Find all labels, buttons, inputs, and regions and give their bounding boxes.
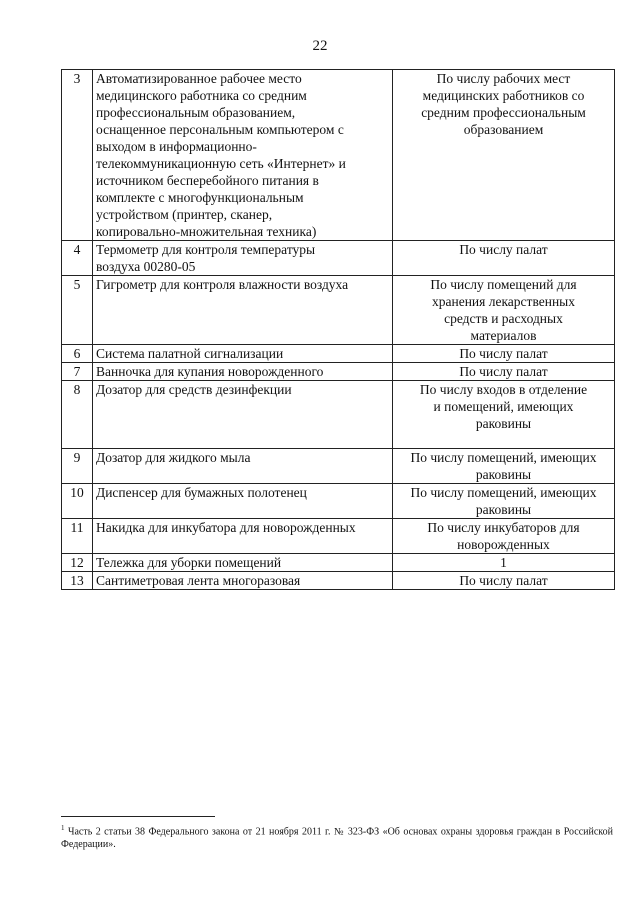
row-number: 12 [62, 554, 93, 572]
equipment-name-line: Термометр для контроля температуры [96, 242, 316, 257]
equipment-name-line: Диспенсер для бумажных полотенец [96, 485, 307, 500]
equipment-quantity [393, 381, 615, 449]
equipment-quantity-line: материалов [470, 328, 537, 343]
equipment-quantity [393, 484, 615, 519]
equipment-quantity-line: медицинских работников со [422, 88, 585, 103]
equipment-name-line: Ванночка для купания новорожденного [96, 364, 324, 379]
equipment-quantity-line: По числу палат [459, 242, 548, 257]
equipment-name-line: Дозатор для жидкого мыла [96, 450, 251, 465]
equipment-quantity-line: новорожденных [457, 537, 550, 552]
table-row [62, 276, 615, 345]
row-number: 8 [62, 381, 93, 449]
equipment-quantity-line: и помещений, имеющих [433, 399, 574, 414]
equipment-name-line: Накидка для инкубатора для новорожденных [96, 520, 356, 535]
row-number: 13 [62, 572, 93, 590]
equipment-name-line: источником бесперебойного питания в [96, 173, 319, 188]
table-row [62, 449, 615, 484]
table-row [62, 345, 615, 363]
equipment-quantity-line: средним профессиональным [421, 105, 586, 120]
equipment-name [93, 449, 393, 484]
equipment-name [93, 363, 393, 381]
equipment-quantity [393, 276, 615, 345]
table-row [62, 363, 615, 381]
equipment-quantity-line: По числу входов в отделение [419, 382, 588, 397]
row-number: 6 [62, 345, 93, 363]
equipment-quantity-line: По числу рабочих мест [436, 71, 571, 86]
row-number: 10 [62, 484, 93, 519]
row-number: 4 [62, 241, 93, 276]
footnote-text: Часть 2 статьи 38 Федерального закона от 21 ноября 2011 г. № 323-ФЗ «Об основах охраны здоровья граждан в Российской Федерации». [61, 826, 613, 851]
equipment-quantity-line: По числу палат [459, 346, 548, 361]
table-row [62, 554, 615, 572]
equipment-quantity [393, 241, 615, 276]
equipment-name [93, 276, 393, 345]
equipment-quantity [393, 572, 615, 590]
row-number: 7 [62, 363, 93, 381]
footnote [61, 822, 613, 851]
equipment-name-line: медицинского работника со средним [96, 88, 307, 103]
equipment-name-line: Автоматизированное рабочее место [96, 71, 302, 86]
equipment-table [61, 69, 615, 590]
equipment-name-line: Тележка для уборки помещений [96, 555, 282, 570]
equipment-name-line: Дозатор для средств дезинфекции [96, 382, 292, 397]
equipment-name [93, 345, 393, 363]
row-number: 11 [62, 519, 93, 554]
equipment-quantity-line: хранения лекарственных [431, 294, 575, 309]
equipment-quantity [393, 345, 615, 363]
equipment-quantity [393, 363, 615, 381]
equipment-quantity-line: средств и расходных [444, 311, 563, 326]
equipment-quantity-line: По числу помещений для [430, 277, 577, 292]
equipment-quantity-line: образованием [463, 122, 544, 137]
equipment-name-line: Гигрометр для контроля влажности воздуха [96, 277, 349, 292]
row-number: 3 [62, 70, 93, 241]
equipment-name-line: телекоммуникационную сеть «Интернет» и [96, 156, 346, 171]
equipment-name-line: копировально-множительная техника) [96, 224, 317, 239]
equipment-quantity-line: По числу помещений, имеющих [410, 485, 597, 500]
equipment-quantity-line: По числу инкубаторов для [427, 520, 580, 535]
page-number: 22 [312, 38, 328, 54]
equipment-quantity-line: раковины [475, 467, 532, 482]
row-number: 5 [62, 276, 93, 345]
equipment-name [93, 381, 393, 449]
equipment-name-line: Система палатной сигнализации [96, 346, 284, 361]
table-row [62, 519, 615, 554]
equipment-quantity [393, 519, 615, 554]
equipment-name [93, 554, 393, 572]
equipment-name [93, 484, 393, 519]
equipment-name-line: комплекте с многофункциональным [96, 190, 304, 205]
row-number: 9 [62, 449, 93, 484]
equipment-name [93, 241, 393, 276]
equipment-table-body [62, 70, 615, 590]
table-row [62, 381, 615, 449]
equipment-quantity-line: По числу палат [459, 364, 548, 379]
table-row [62, 70, 615, 241]
equipment-quantity [393, 449, 615, 484]
table-row [62, 484, 615, 519]
equipment-name [93, 70, 393, 241]
equipment-name-line: выходом в информационно- [96, 139, 257, 154]
equipment-quantity-line: 1 [500, 555, 507, 570]
equipment-quantity-line: По числу палат [459, 573, 548, 588]
equipment-name-line: профессиональным образованием, [96, 105, 296, 120]
table-row [62, 241, 615, 276]
table-row [62, 572, 615, 590]
equipment-name-line: устройством (принтер, сканер, [96, 207, 273, 222]
equipment-quantity [393, 70, 615, 241]
equipment-name-line: воздуха 00280-05 [96, 259, 196, 274]
footnote-divider [61, 816, 215, 817]
equipment-quantity-line: По числу помещений, имеющих [410, 450, 597, 465]
footnote-mark: 1 [61, 824, 65, 832]
equipment-name-line: Сантиметровая лента многоразовая [96, 573, 301, 588]
equipment-quantity-line: раковины [475, 416, 532, 431]
equipment-name-line: оснащенное персональным компьютером с [96, 122, 344, 137]
equipment-name [93, 519, 393, 554]
equipment-quantity [393, 554, 615, 572]
equipment-quantity-line: раковины [475, 502, 532, 517]
equipment-name [93, 572, 393, 590]
